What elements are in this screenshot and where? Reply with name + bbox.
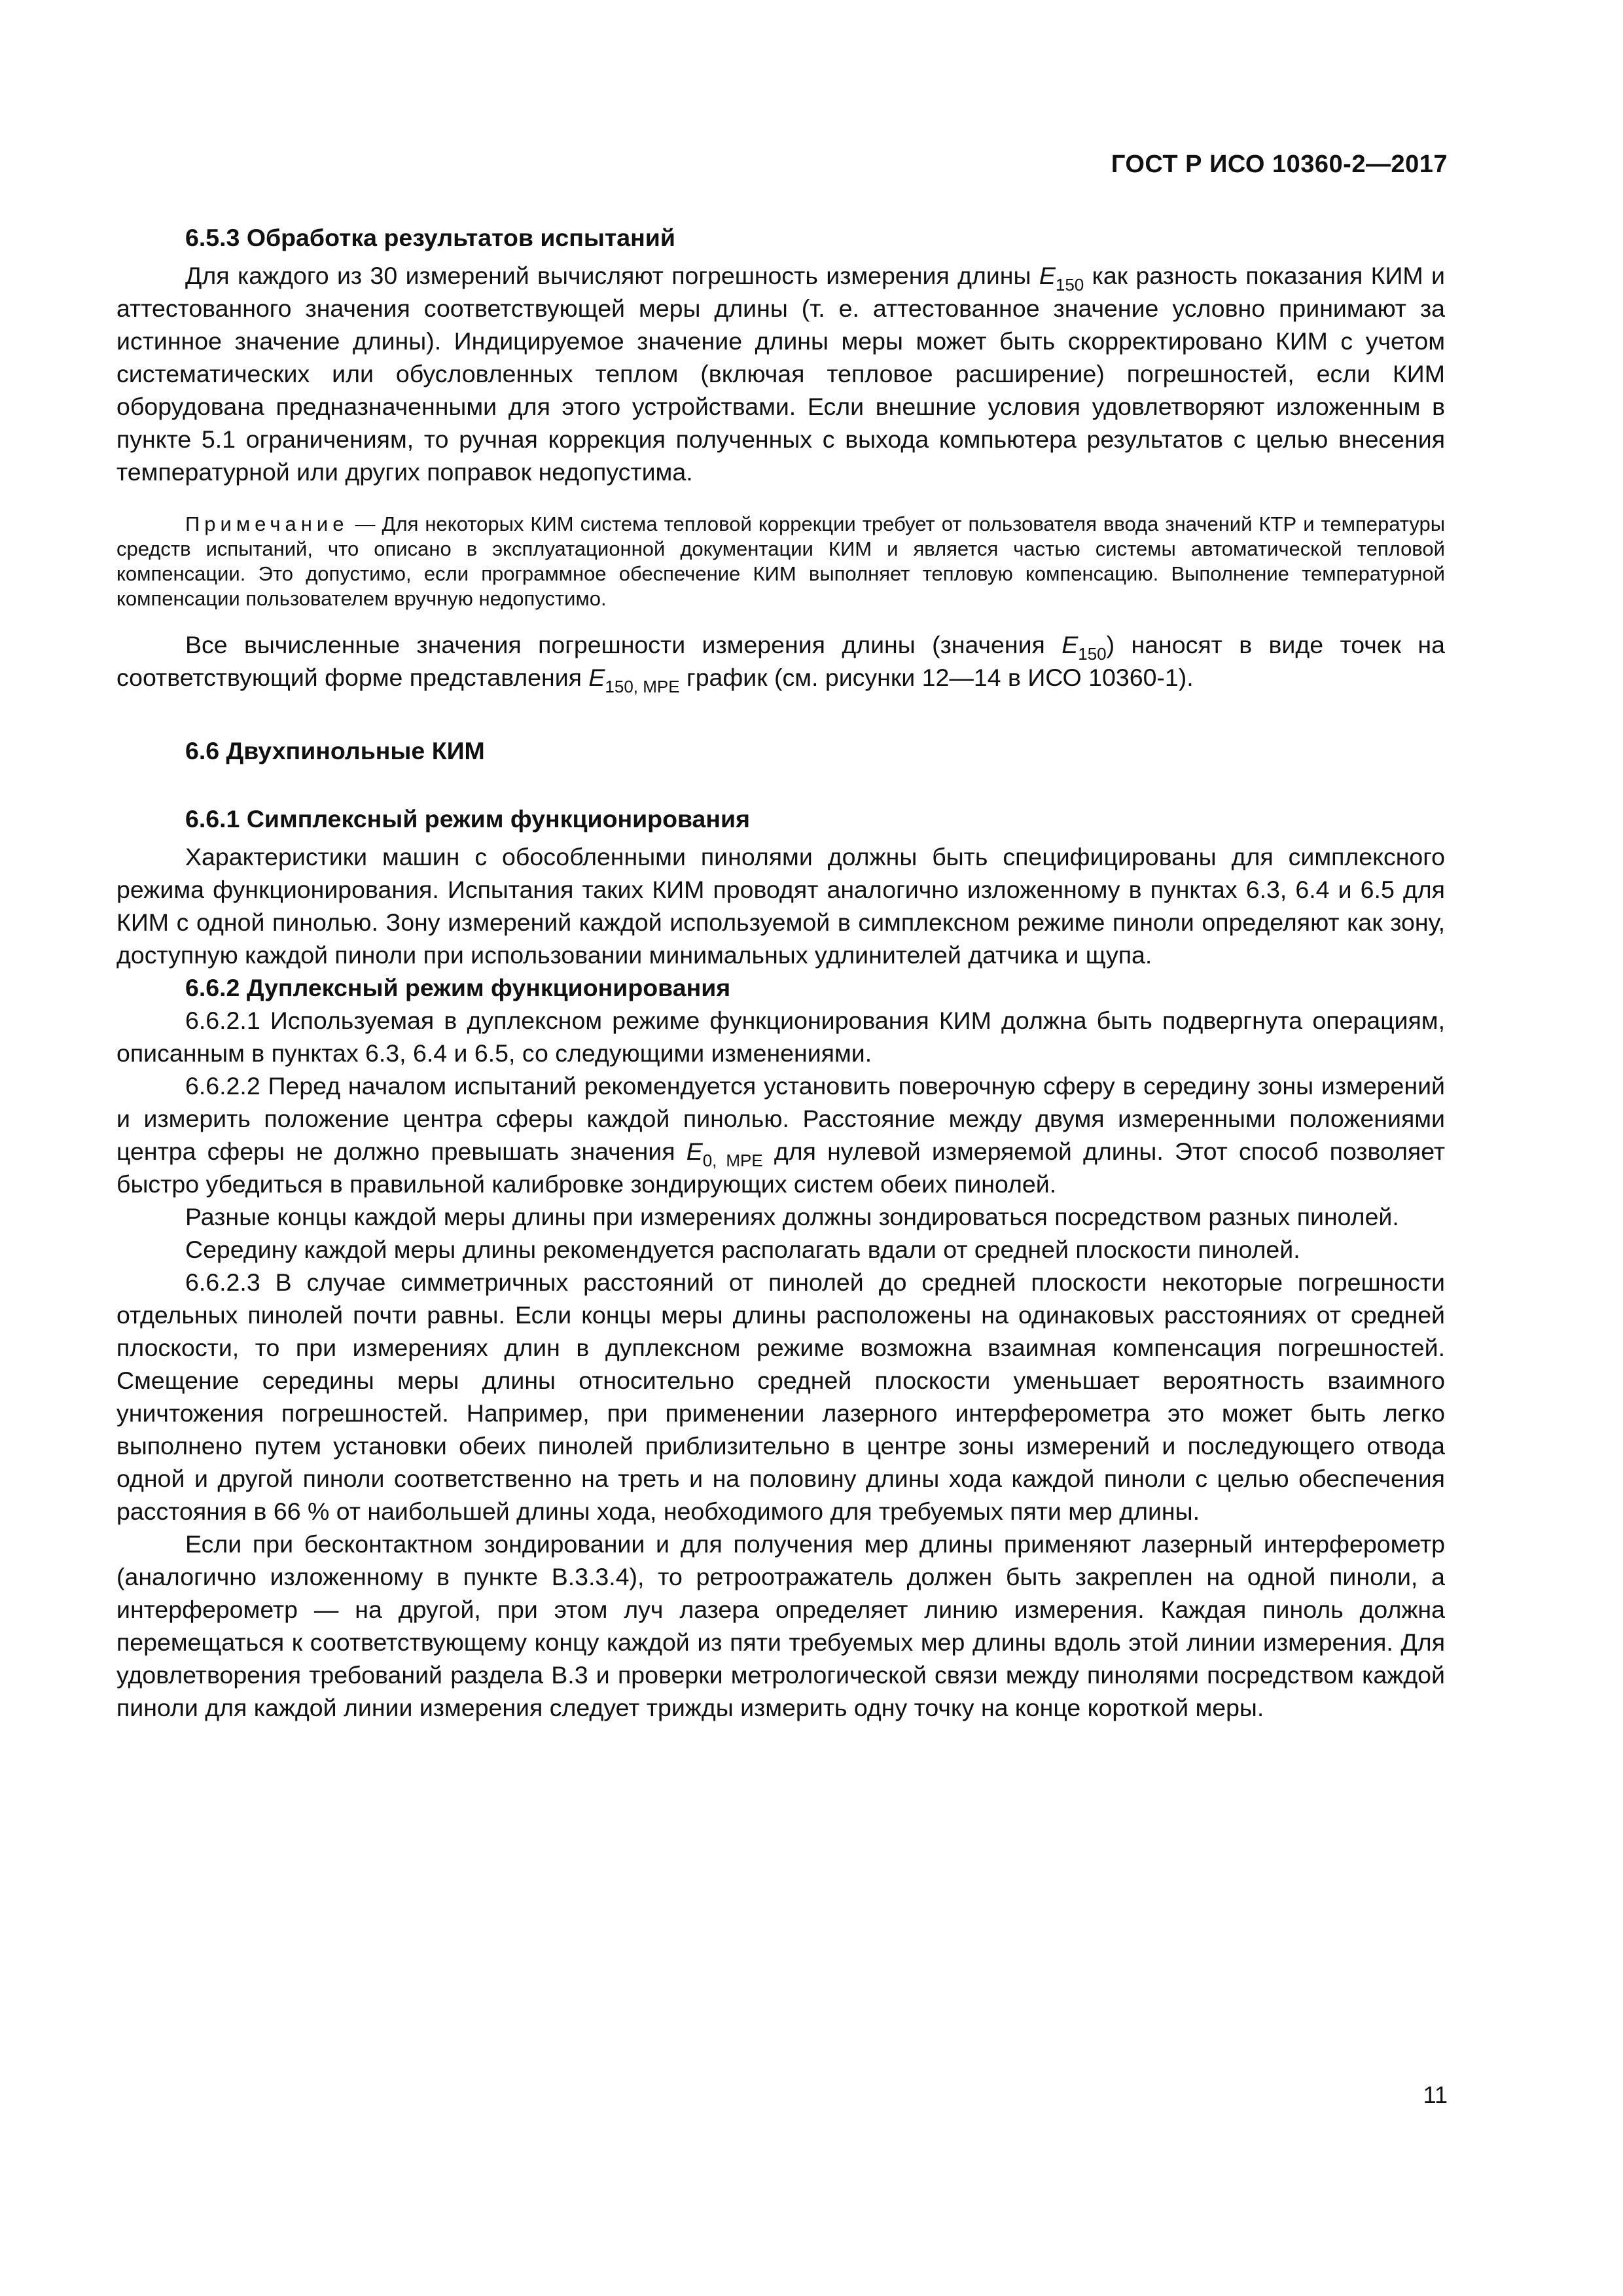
document-body [116,221,1445,1724]
paragraph-midpoint: Середину каждой меры длины рекомендуется располагать вдали от средней плоскости пинолей. [185,1236,1300,1263]
note-paragraph [116,512,1445,611]
paragraph-6-6-2-3: 6.6.2.3 В случае симметричных расстояний от пинолей до средней плоскости некоторые погрешности отдельных пинолей почти равны. Если концы меры длины расположены на одинаковых расстояниях от средней плоскости, то при измерениях длин в дуплексном режиме возможна взаимная компенсация погрешностей. Смещение середины меры длины относительно средней плоскости уменьшает вероятность взаимного уничтожения погрешностей. Например, при применении лазерного интерферометра это может быть легко выполнено путем установки обеих пинолей приблизительно в центре зоны измерений и последующего отвода одной и другой пиноли соответственно на треть и на половину длины хода каждой пиноли с целью обеспечения расстояния в 66 % от наибольшей длины хода, необходимого для требуемых пяти мер длины. [116,1268,1445,1525]
section-6-5-3-paragraph-2: Все вычисленные значения погрешности измерения длины (значения $E_{150}$) наносят в виде точек на соответствующий форме представления $E_{150, MPE}$ график (см. рисунки 12—14 в ИСО 10360-1). [116,631,1446,696]
standard-code-header: ГОСТ Р ИСО 10360-2—2017 [1111,151,1448,178]
section-6-5-3-paragraph-1: Для каждого из 30 измерений вычисляют погрешность измерения длины $E_{150}$ как разность показания КИМ и аттестованного значения соответствующей меры длины (т. е. аттестованное значение условно принимают за истинное значение длины). Индицируемое значение длины меры может быть скорректировано КИМ с учетом систематических или обусловленных теплом (включая тепловое расширение) погрешностей, если КИМ оборудована предназначенными для этого устройствами. Если внешние условия удовлетворяют изложенным в пункте 5.1 ограничениям, то ручная коррекция полученных с выхода компьютера результатов с целью внесения температурной или других поправок недопустима. [116,262,1446,486]
paragraph-6-6-2-1: 6.6.2.1 Используемая в дуплексном режиме функционирования КИМ должна быть подвергнута операциям, описанным в пунктах 6.3, 6.4 и 6.5, со следующими изменениями. [116,1007,1445,1067]
section-6-6-title: 6.6 Двухпинольные КИМ [185,737,485,764]
paragraph-6-6-2-2: 6.6.2.2 Перед началом испытаний рекомендуется установить поверочную сферу в середину зоны измерений и измерить положение центра сферы каждой пинолью. Расстояние между двумя измеренными положениями центра сферы не должно превышать значения $E_{0, MPE}$ для нулевой измеряемой длины. Этот способ позволяет быстро убедиться в правильной калибровке зондирующих систем обеих пинолей. [116,1072,1446,1198]
section-6-6-1-paragraph: Характеристики машин с обособленными пинолями должны быть специфицированы для симплексного режима функционирования. Испытания таких КИМ проводят аналогично изложенному в пунктах 6.3, 6.4 и 6.5 для КИМ с одной пинолью. Зону измерений каждой используемой в симплексном режиме пиноли определяют как зону, доступную каждой пиноли при использовании минимальных удлинителей датчика и щупа. [116,843,1445,969]
section-6-6-2-title: 6.6.2 Дуплексный режим функционирования [185,974,731,1001]
note-label: Примечание [185,512,349,535]
section-6-5-3-title: 6.5.3 Обработка результатов испытаний [185,224,675,251]
paragraph-probing-ends: Разные концы каждой меры длины при измерениях должны зондироваться посредством разных пинолей. [185,1203,1399,1230]
section-6-6-1-title: 6.6.1 Симплексный режим функционирования [185,805,750,833]
page-number: 11 [1423,2081,1448,2108]
note-text: — Для некоторых КИМ система тепловой коррекции требует от пользователя ввода значений КТР и температуры средств испытаний, что описано в эксплуатационной документации КИМ и является частью системы автоматической тепловой компенсации. Это допустимо, если программное обеспечение КИМ выполняет тепловую компенсацию. Выполнение температурной компенсации пользователем вручную недопустимо. [116,512,1445,610]
paragraph-laser-interferometer: Если при бесконтактном зондировании и для получения мер длины применяют лазерный интерферометр (аналогично изложенному в пункте В.3.3.4), то ретроотражатель должен быть закреплен на одной пиноли, а интерферометр — на другой, при этом луч лазера определяет линию измерения. Каждая пиноль должна перемещаться к соответствующему концу каждой из пяти требуемых мер длины вдоль этой линии измерения. Для удовлетворения требований раздела В.3 и проверки метрологической связи между пинолями посредством каждой пиноли для каждой линии измерения следует трижды измерить одну точку на конце короткой меры. [116,1530,1445,1721]
